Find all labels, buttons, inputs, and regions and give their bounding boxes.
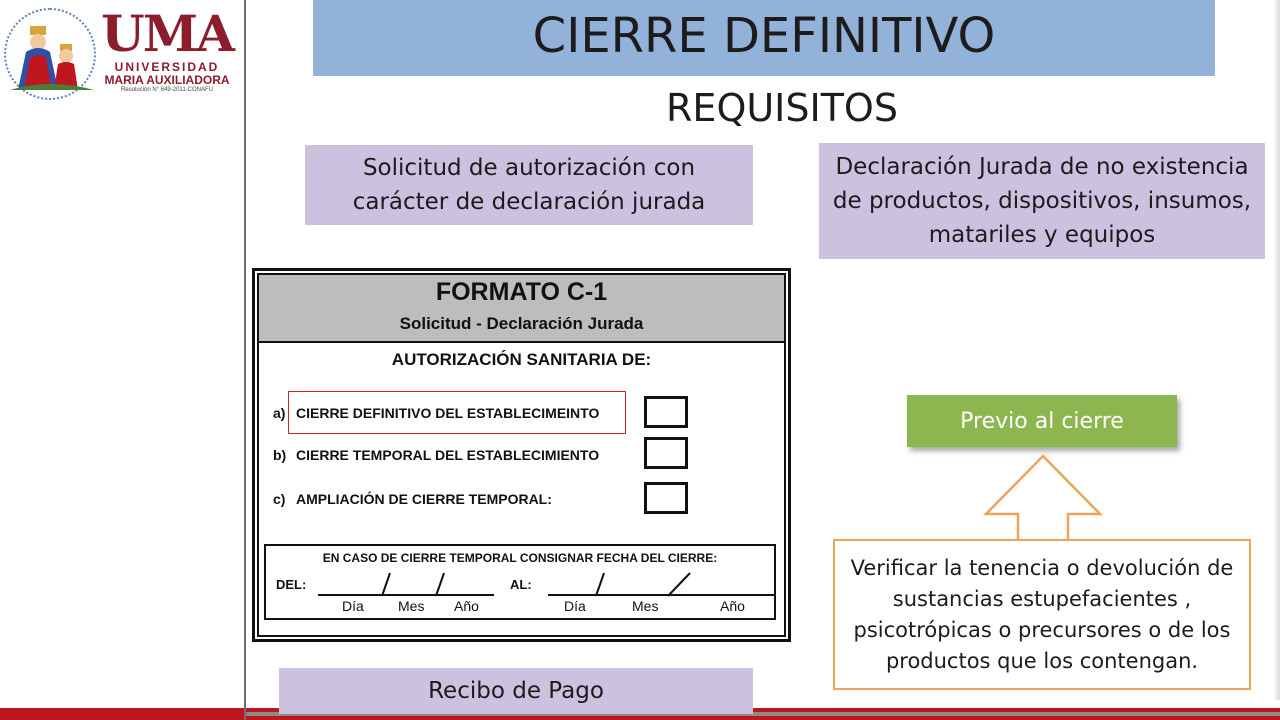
closure-date-note: EN CASO DE CIERRE TEMPORAL CONSIGNAR FECHA DEL CIERRE: xyxy=(322,551,718,565)
sidebar-divider xyxy=(244,0,246,720)
option-c-label: AMPLIACIÓN DE CIERRE TEMPORAL: xyxy=(296,491,552,507)
slide-title: CIERRE DEFINITIVO xyxy=(532,8,996,64)
option-c-checkbox[interactable] xyxy=(644,482,688,514)
to-month-label: Mes xyxy=(632,598,659,614)
up-arrow-icon xyxy=(980,452,1106,544)
to-year-label: Año xyxy=(720,598,745,614)
requirement-payment: Recibo de Pago xyxy=(279,668,753,714)
virgin-mary-emblem-icon xyxy=(10,24,94,92)
option-b-letter: b) xyxy=(273,447,287,463)
option-b-checkbox[interactable] xyxy=(644,437,688,469)
logo-sidebar xyxy=(0,0,245,708)
date-entry-lines xyxy=(264,560,776,620)
logo-line-1: UNIVERSIDAD xyxy=(114,60,220,74)
university-logo xyxy=(0,0,244,105)
option-b-label: CIERRE TEMPORAL DEL ESTABLECIMIENTO xyxy=(296,447,600,463)
logo-acronym: UMA xyxy=(101,4,233,63)
from-day-label: Día xyxy=(342,598,364,614)
verification-note: Verificar la tenencia o devolución de sustancias estupefacientes , psicotrópicas o precursores o de los productos que los contengan. xyxy=(833,539,1251,690)
date-to-label: AL: xyxy=(510,577,532,592)
logo-resolution: Resolución N° 649-2011-CONAFU xyxy=(121,87,213,93)
requirement-request: Solicitud de autorización con carácter de declaración jurada xyxy=(305,145,753,225)
option-a-letter: a) xyxy=(273,405,286,421)
option-c-letter: c) xyxy=(273,491,286,507)
from-month-label: Mes xyxy=(398,598,425,614)
option-a-label: CIERRE DEFINITIVO DEL ESTABLECIMEINTO xyxy=(296,405,600,421)
logo-line-2: MARIA AUXILIADORA xyxy=(104,73,230,87)
date-from-label: DEL: xyxy=(276,577,307,592)
form-authorization-heading: AUTORIZACIÓN SANITARIA DE: xyxy=(391,350,652,369)
requirement-declaration: Declaración Jurada de no existencia de productos, dispositivos, insumos, matariles y equipos xyxy=(819,143,1265,259)
slide-right-shadow xyxy=(1273,0,1280,700)
prior-to-closure-label: Previo al cierre xyxy=(907,395,1177,447)
option-a-checkbox[interactable] xyxy=(644,396,688,428)
to-day-label: Día xyxy=(564,598,586,614)
form-subtitle: Solicitud - Declaración Jurada xyxy=(399,314,644,333)
slide-subtitle: REQUISITOS xyxy=(666,86,898,130)
form-title: FORMATO C-1 xyxy=(435,278,608,306)
from-year-label: Año xyxy=(454,598,479,614)
